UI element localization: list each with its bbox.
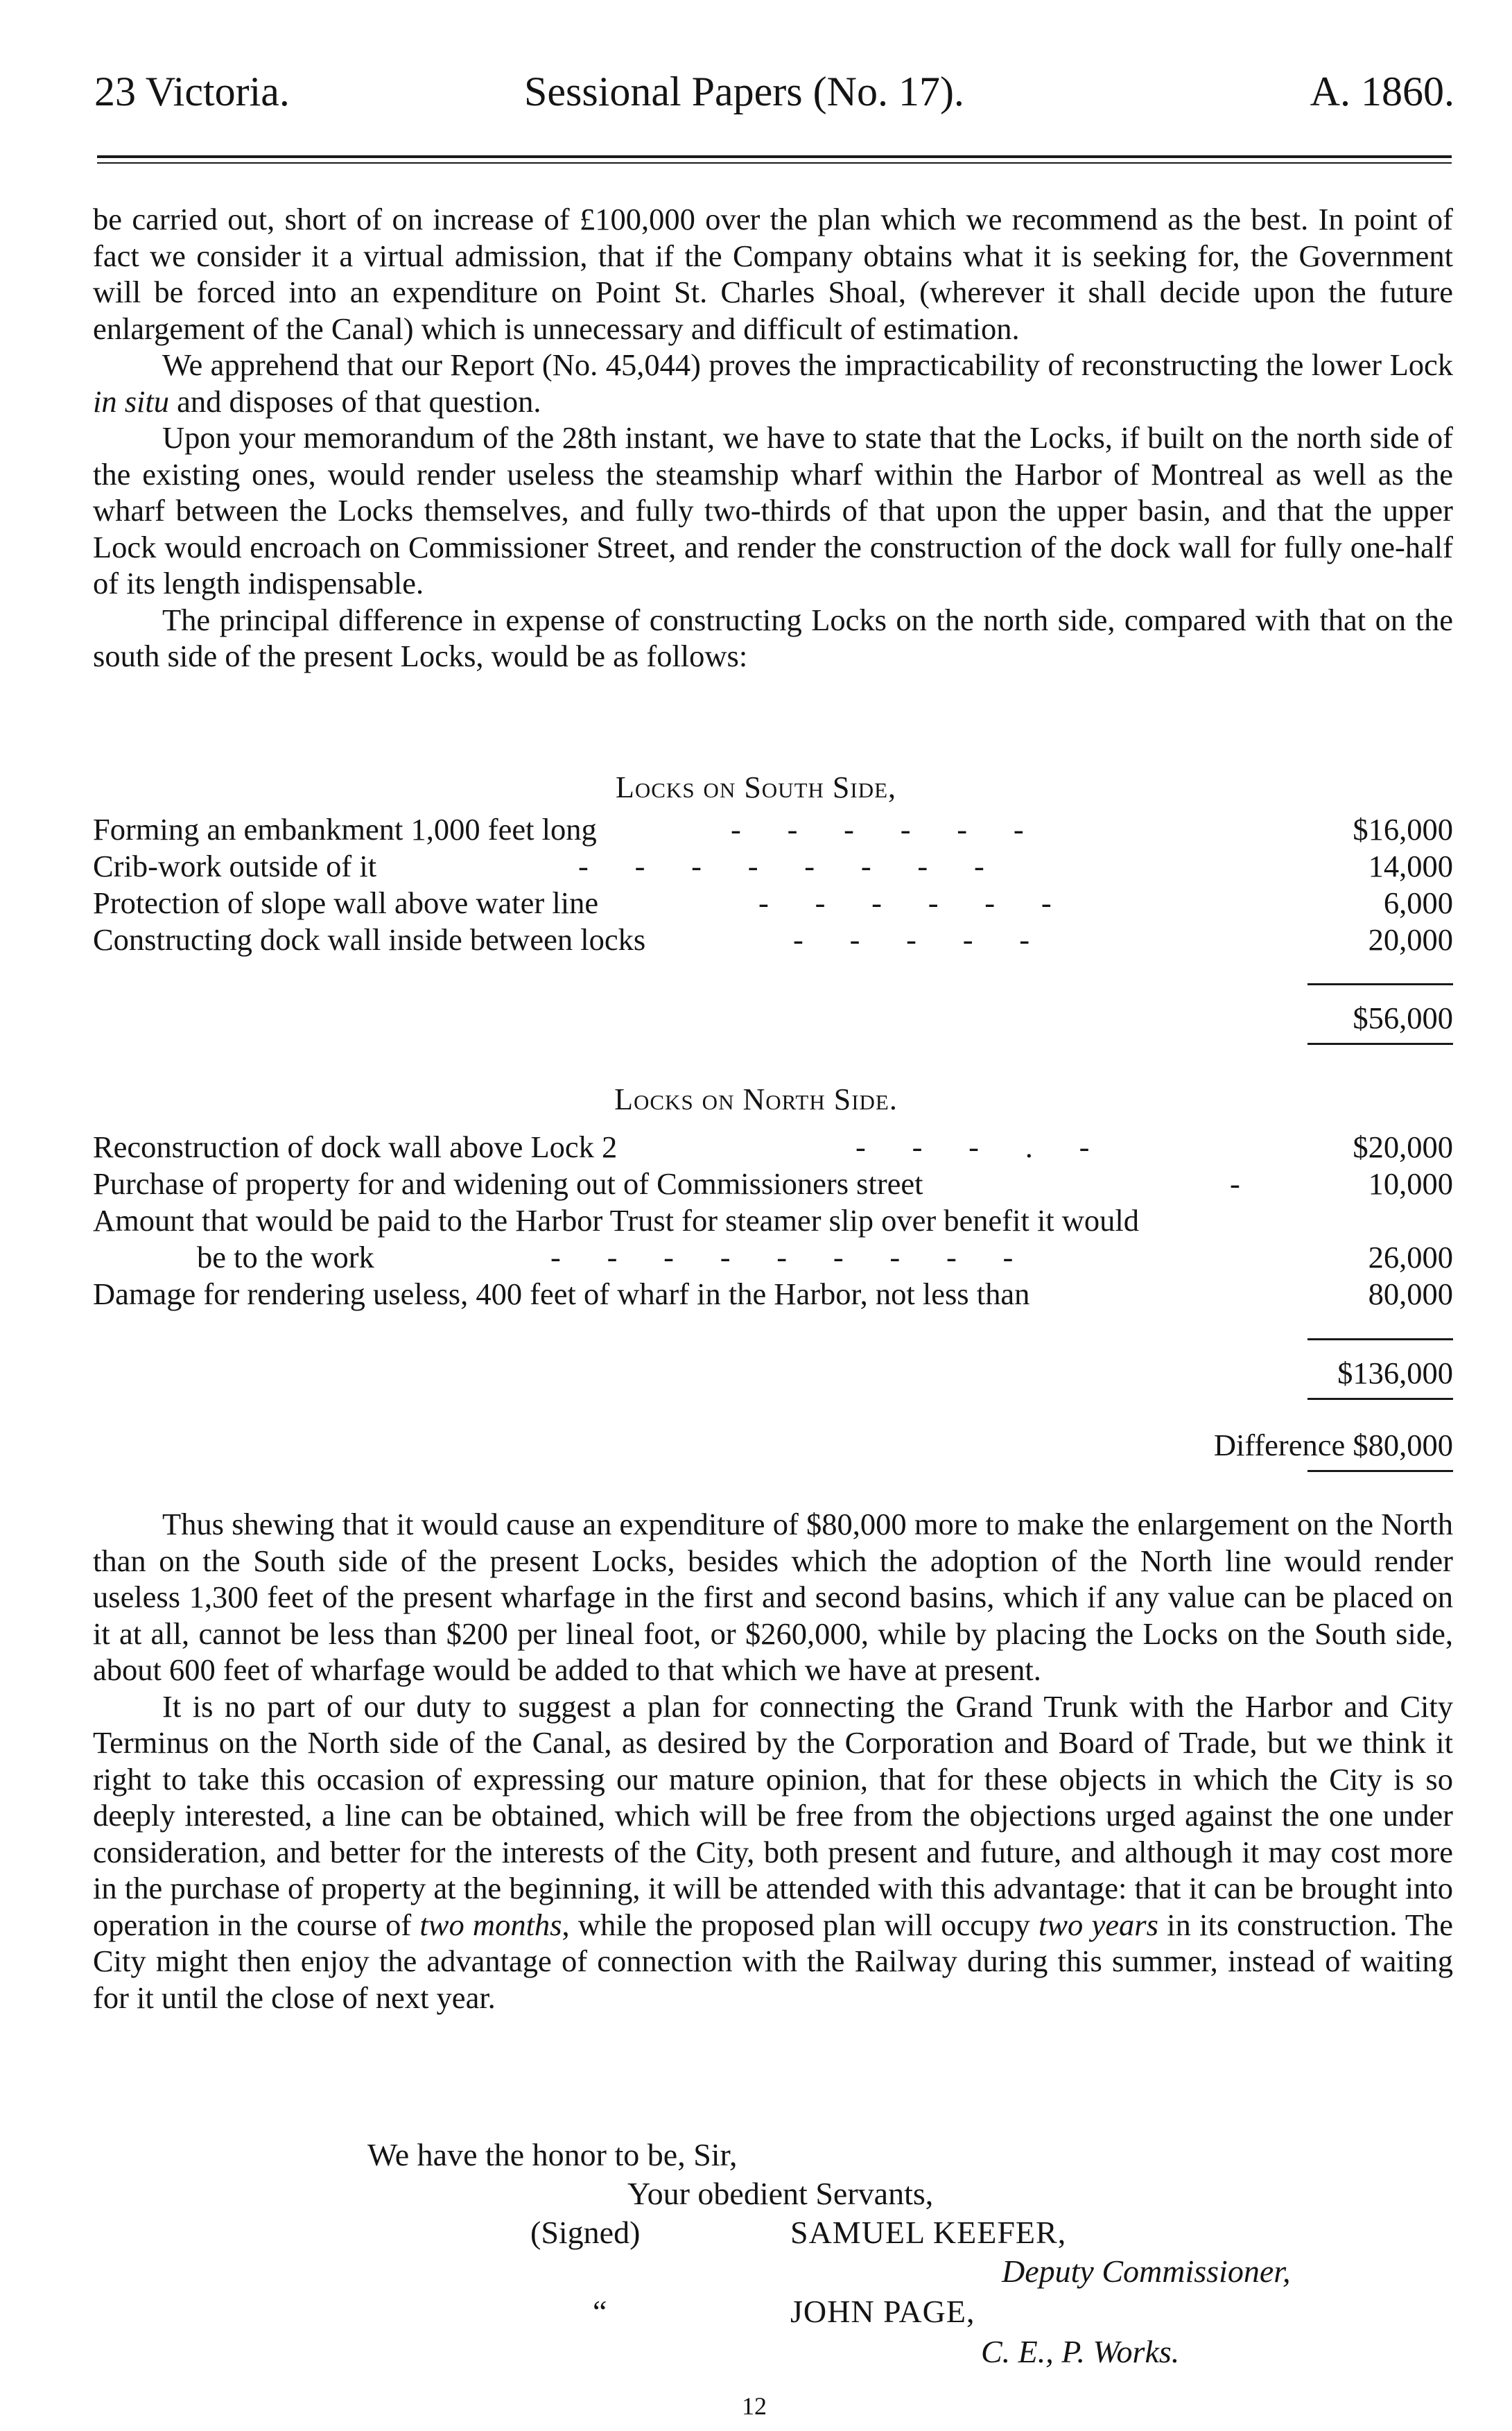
south-total: $56,000 xyxy=(1353,1001,1453,1035)
closing-servants: Your obedient Servants, xyxy=(627,2176,934,2211)
header-rule-thin xyxy=(97,162,1452,164)
cost-row: Purchase of property for and widening out of Commissioners street - 10,000 xyxy=(93,1166,1453,1201)
paragraph-3: Upon your memorandum of the 28th instant, we have to state that the Locks, if built on the north side of the existing ones, would render useless the steamship wharf within the Harbor of Montreal as well as the wharf between the Locks themselves, and fully two-thirds of that upon the upper basin, and that the upper Lock would encroach on Commissioner Street, and render the construction of the dock wall for fully one-half of its length indispensable. xyxy=(93,420,1453,600)
cost-row: Amount that would be paid to the Harbor Trust for steamer slip over benefit it would xyxy=(93,1203,1140,1238)
subtotal-rule xyxy=(1307,1398,1453,1400)
body-text-bottom xyxy=(93,1506,1453,2016)
paragraph-6: It is no part of our duty to suggest a plan for connecting the Grand Trunk with the Harbor and City Terminus on the North side of the Canal, as desired by the Corporation and Board of Trade, but we think it right to take this occasion of expressing our mature opinion, that for these objects in which the City is so deeply interested, a line can be obtained, which will be free from the objections urged against the one under consideration, and better for the interests of the City, both present and future, and although it may cost more in the purchase of property at the beginning, it will be attended with this advantage: that it can be brought into operation in the course of two months, while the proposed plan will occupy two years in its construction. The City might then enjoy the advantage of connection with the Railway during this summer, instead of waiting for it until the close of next year. xyxy=(93,1688,1453,2015)
paragraph-4: The principal difference in expense of constructing Locks on the north side, compared with that on the south side of the present Locks, would be as follows: xyxy=(93,602,1453,673)
north-side-heading: Locks on North Side. xyxy=(614,1082,898,1116)
header-year: A. 1860. xyxy=(1310,69,1454,114)
difference-rule xyxy=(1307,1470,1453,1472)
page-number: 12 xyxy=(742,2392,767,2420)
cost-row: Damage for rendering useless, 400 feet of wharf in the Harbor, not less than 80,000 xyxy=(93,1277,1453,1311)
signatory-title-2: C. E., P. Works. xyxy=(981,2334,1180,2369)
cost-row: Constructing dock wall inside between locks - - - - - 20,000 xyxy=(93,922,1453,957)
closing-salutation: We have the honor to be, Sir, xyxy=(367,2137,738,2172)
north-total: $136,000 xyxy=(1337,1356,1453,1390)
signatory-name-1: SAMUEL KEEFER, xyxy=(790,2215,1067,2250)
paragraph-5: Thus shewing that it would cause an expenditure of $80,000 more to make the enlargement on the North than on the South side of the present Locks, besides which the adoption of the North line would render useless 1,300 feet of the present wharfage in the first and second basins, which if any value can be placed on it at all, cannot be less than $200 per lineal foot, or $260,000, while by placing the Locks on the South side, about 600 feet of wharfage would be added to that which we have at present. xyxy=(93,1507,1453,1687)
cost-row: Forming an embankment 1,000 feet long - - - - - - $16,000 xyxy=(93,812,1453,847)
south-side-heading: Locks on South Side, xyxy=(615,770,897,804)
header-session: 23 Victoria. xyxy=(94,69,290,114)
cost-row: Crib-work outside of it - - - - - - - - 14,000 xyxy=(93,849,1453,883)
cost-row: Reconstruction of dock wall above Lock 2 - - - . - $20,000 xyxy=(93,1130,1453,1164)
south-side-costs xyxy=(93,811,1453,1035)
cost-row: Protection of slope wall above water line - - - - - - 6,000 xyxy=(93,885,1453,920)
running-header xyxy=(94,64,1454,119)
header-title: Sessional Papers (No. 17). xyxy=(524,69,964,114)
subtotal-rule xyxy=(1307,1043,1453,1045)
signatory-title-1: Deputy Commissioner, xyxy=(1002,2253,1291,2289)
signatory-name-2: JOHN PAGE, xyxy=(790,2294,975,2329)
subtotal-rule xyxy=(1307,983,1453,985)
header-rule xyxy=(97,155,1452,158)
paragraph-1: be carried out, short of on increase of £100,000 over the plan which we recommend as the best. In point of fact we consider it a virtual admission, that if the Company obtains what it is seeking for, the Government will be forced into an expenditure on Point St. Charles Shoal, (wherever it shall decide upon the future enlargement of the Canal) which is unnecessary and difficult of estimation. xyxy=(93,202,1453,346)
body-text-top xyxy=(93,201,1453,675)
north-side-costs xyxy=(93,1129,1453,1462)
ditto-mark: “ xyxy=(593,2294,607,2329)
signed-label: (Signed) xyxy=(530,2215,641,2250)
paragraph-2: We apprehend that our Report (No. 45,044) proves the impracticability of reconstructing the lower Lock in situ and disposes of that question. xyxy=(93,347,1453,419)
subtotal-rule xyxy=(1307,1338,1453,1340)
difference-line: Difference $80,000 xyxy=(1213,1428,1453,1462)
cost-row: be to the work - - - - - - - - - 26,000 xyxy=(197,1240,1453,1274)
